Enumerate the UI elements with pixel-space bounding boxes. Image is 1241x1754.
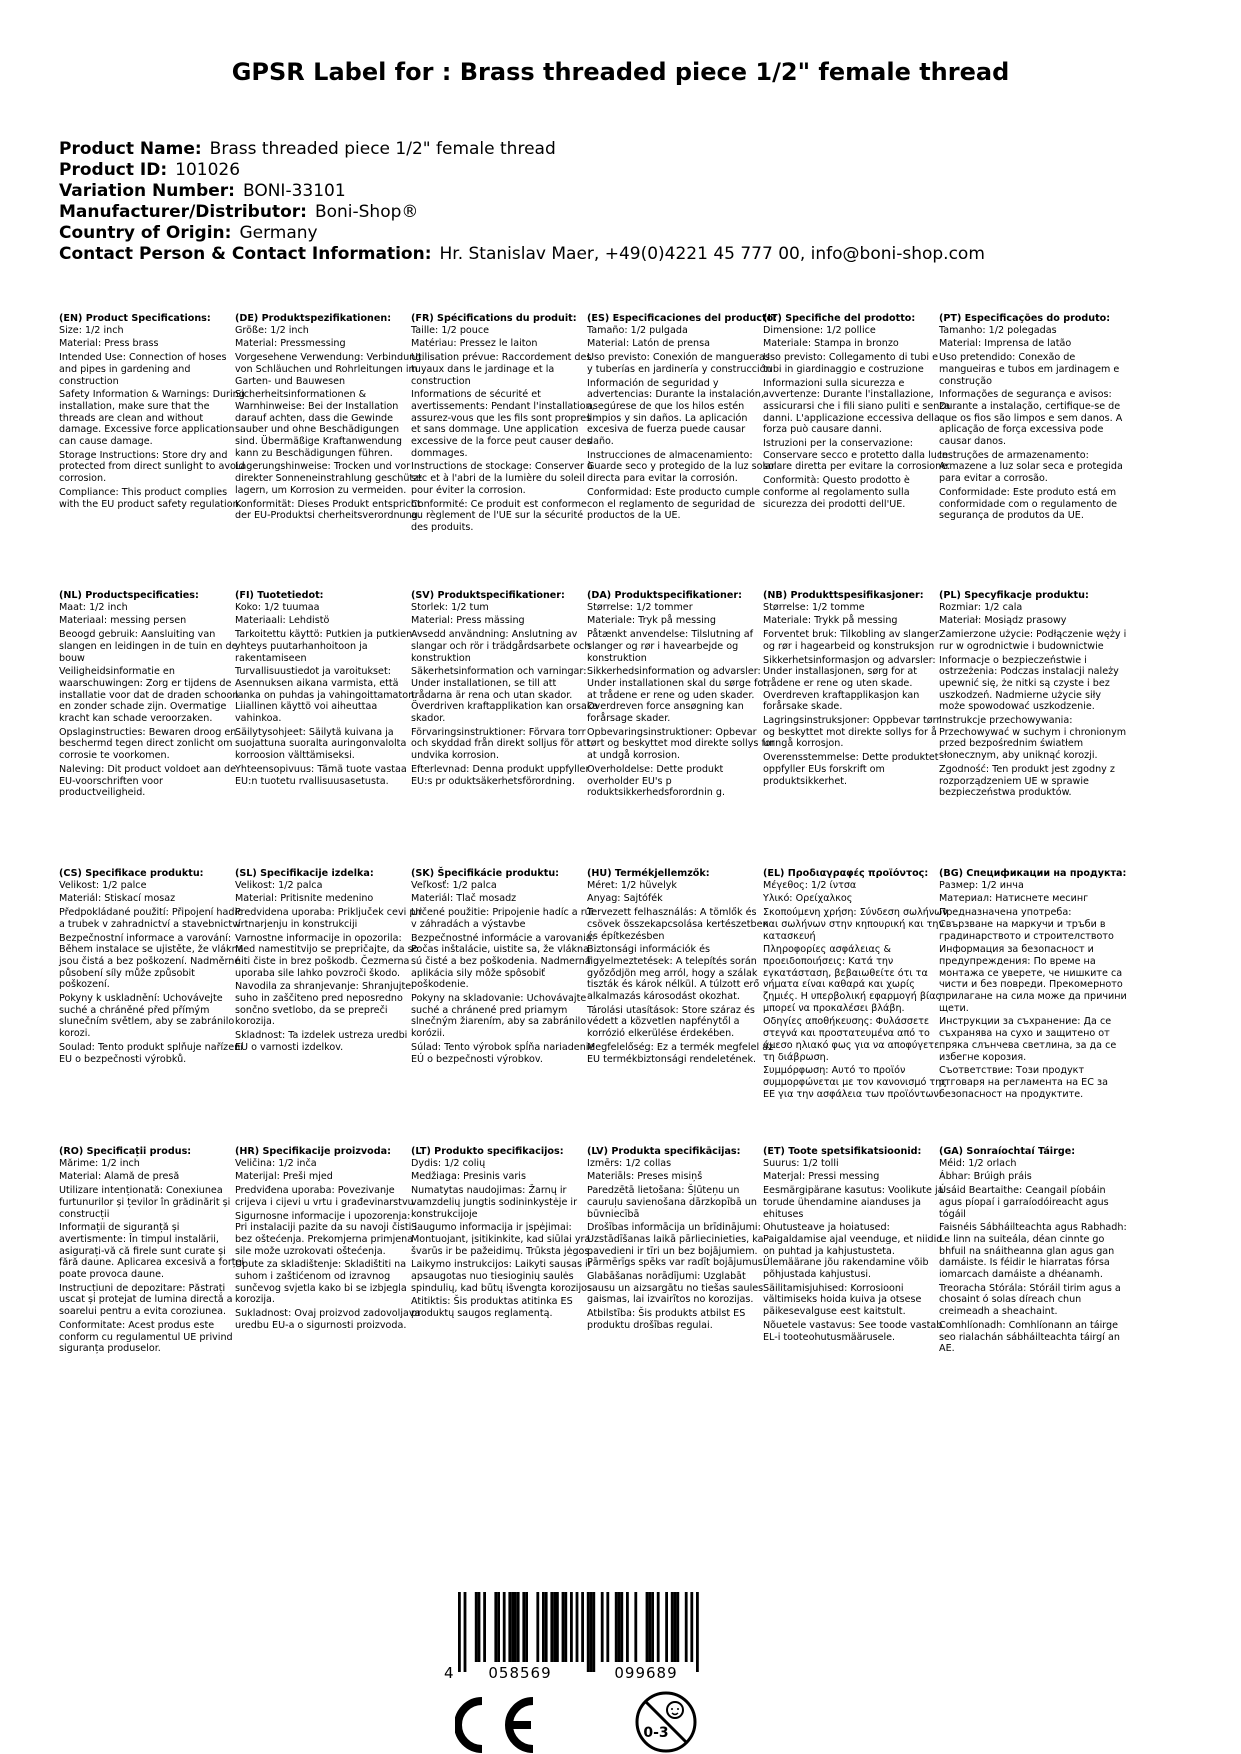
- spec-paragraph: Utilisation prévue: Raccordement des tuyaux dans le jardinage et la construction: [411, 352, 592, 387]
- spec-paragraph: Instrucciones de almacenamiento: Guarde seco y protegido de la luz solar directa para evitar la corrosión.: [587, 449, 775, 485]
- spec-paragraph: Veľkosť: 1/2 palca: [411, 879, 497, 891]
- spec-paragraph: Σκοπούμενη χρήση: Σύνδεση σωλήνων και σωλήνων στην κηπουρική και την κατασκευή: [763, 907, 948, 942]
- spec-block: [235, 868, 423, 1056]
- spec-paragraph: Faisnéis Sábháilteachta agus Rabhadh: Le linn na suiteála, déan cinnte go bhfuil na snáitheanna glan agus gan damáiste. Is féidir le hiarratas fórsa iomarcach damáiste a dhéanamh.: [939, 1222, 1127, 1281]
- barcode-bar: [615, 1592, 618, 1662]
- spec-paragraph: Eesmärgipärane kasutus: Voolikute ja torude ühendamine aianduses ja ehituses: [763, 1185, 944, 1220]
- spec-paragraph: Οδηγίες αποθήκευσης: Φυλάσσετε στεγνά και προστατευμένα από το άμεσο ηλιακό φως για να αποφύγετε τη διάβρωση.: [763, 1016, 940, 1063]
- spec-block: [235, 1146, 423, 1334]
- spec-paragraph: Información de seguridad y advertencias: Durante la instalación, asegúrese de que los hilos estén limpios y sin daños. La aplicación excesiva de fuerza puede causar daño.: [587, 377, 764, 448]
- spec-paragraph: Material: Latón de prensa: [587, 338, 710, 350]
- spec-paragraph: Avsedd användning: Anslutning av slangar och rör i trädgårdsarbete och konstruktion: [411, 629, 591, 664]
- spec-paragraph: Drošības informācija un brīdinājumi: Uzstādīšanas laikā pārliecinieties, ka pavedieni ir tīri un bez bojājumiem. Pārmērīgs spēks var radīt bojājumus.: [587, 1222, 766, 1269]
- barcode-bar: [665, 1592, 668, 1662]
- barcode-first-digit: 4: [444, 1664, 454, 1682]
- spec-paragraph: Sicherheitsinformationen & Warnhinweise: Bei der Installation darauf achten, dass die Gewinde sauber und ohne Beschädigungen sind. Übermäßige Kraftanwendung kann zu Beschädigungen führen.: [235, 389, 402, 459]
- spec-paragraph: Navodila za shranjevanje: Shranjujte suho in zaščiteno pred neposredno sončno svetlobo, da se prepreči korozija.: [235, 981, 412, 1028]
- spec-paragraph: Storlek: 1/2 tum: [411, 601, 489, 613]
- info-row: [59, 181, 985, 202]
- spec-paragraph: Dimensione: 1/2 pollice: [763, 324, 876, 336]
- spec-paragraph: Förvaringsinstruktioner: Förvara torr och skyddad från direkt solljus för att undvika korrosion.: [411, 726, 591, 762]
- spec-paragraph: Material: Press mässing: [411, 615, 525, 627]
- spec-heading: (NL) Productspecificaties:: [59, 590, 199, 601]
- spec-paragraph: Materiale: Tryk på messing: [587, 615, 716, 627]
- spec-paragraph: Material: Pritisnite medenino: [235, 893, 374, 905]
- spec-block: [939, 313, 1127, 524]
- spec-paragraph: Предназначена употреба: Свързване на маркучи и тръби в градинарството и строителството: [939, 907, 1114, 942]
- spec-paragraph: Určené použitie: Pripojenie hadíc a rúr v záhradách a výstavbe: [411, 907, 595, 930]
- spec-paragraph: Materiaali: Lehdistö: [235, 615, 330, 627]
- spec-paragraph: Material: Pressmessing: [235, 338, 346, 350]
- spec-paragraph: Informacje o bezpieczeństwie i ostrzeżenia: Podczas instalacji należy upewnić się, że nitki są czyste i bez uszkodzeń. Nadmierne użycie siły może spowodować uszkodzenie.: [939, 654, 1119, 713]
- info-value: 101026: [175, 160, 241, 180]
- spec-paragraph: Συμμόρφωση: Αυτό το προϊόν συμμορφώνεται με τον κανονισμό της ΕΕ για την ασφάλεια των προϊόντων.: [763, 1065, 947, 1100]
- barcode-bar: [674, 1592, 677, 1662]
- spec-paragraph: Tervezett felhasználás: A tömlők és csövek összekapcsolása kertészetben és építkezésben: [587, 907, 769, 942]
- spec-paragraph: Varnostne informacije in opozorila: Med namestitvijo se prepričajte, da so niti čiste in brez poškodb. Čezmerna uporaba sile lahko povzroči škodo.: [235, 932, 419, 979]
- spec-paragraph: Turvallisuustiedot ja varoitukset: Asennuksen aikana varmista, että lanka on puhdas ja vahingoittamaton. Liiallinen käyttö voi aiheuttaa vahinkoa.: [235, 666, 418, 725]
- spec-paragraph: Veličina: 1/2 inča: [235, 1157, 317, 1169]
- spec-paragraph: Informações de segurança e avisos: Durante a instalação, certifique-se de que os fios são limpos e sem danos. A aplicação de força excessiva pode causar danos.: [939, 389, 1123, 448]
- spec-block: [939, 590, 1127, 801]
- spec-paragraph: Utilizare intenționată: Conexiunea furtunurilor și țevilor în grădinărit și construcții: [59, 1185, 231, 1220]
- spec-heading: (NB) Produkttspesifikasjoner:: [763, 590, 924, 601]
- spec-block: [411, 868, 599, 1067]
- spec-paragraph: Materiál: Stiskací mosaz: [59, 893, 176, 905]
- spec-heading: (IT) Specifiche del prodotto:: [763, 313, 916, 324]
- info-value: Germany: [239, 223, 318, 243]
- barcode-bar: [514, 1592, 517, 1662]
- spec-paragraph: Sikkerhetsinformasjon og advarsler: Under installasjonen, sørg for at trådene er rene og uten skade. Overdreven kraftapplikasjon kan forårsake skade.: [763, 654, 936, 713]
- spec-paragraph: Påtænkt anvendelse: Tilslutning af slanger og rør i havearbejde og konstruktion: [587, 629, 753, 664]
- age-range-label: 0-3: [643, 1725, 669, 1741]
- spec-paragraph: Инструкции за съхранение: Да се съхранява на сухо и защитено от пряка слънчева светлина, за да се избегне корозия.: [939, 1016, 1117, 1063]
- spec-paragraph: Medžiaga: Presinis varis: [411, 1171, 526, 1183]
- barcode-bar: [536, 1592, 539, 1662]
- spec-paragraph: Informations de sécurité et avertissements: Pendant l'installation, assurez-vous que les fils sont propres et sans dommage. Une application excessive de la force peut causer des dommages.: [411, 389, 595, 459]
- barcode-bar: [522, 1592, 525, 1662]
- spec-paragraph: Opslaginstructies: Bewaren droog en beschermd tegen direct zonlicht om corrosie te voorkomen.: [59, 726, 237, 762]
- spec-paragraph: Materiale: Stampa in bronzo: [763, 338, 899, 350]
- ean-barcode: [440, 1588, 720, 1682]
- barcode-bar: [464, 1592, 467, 1672]
- spec-paragraph: Glabāšanas norādījumi: Uzglabāt sausu un aizsargātu no tiešas saules gaismas, lai izvairītos no korozijas.: [587, 1271, 764, 1306]
- spec-paragraph: Súlad: Tento výrobok spĺňa nariadenie EÚ o bezpečnosti výrobkov.: [411, 1041, 595, 1065]
- spec-heading: (DA) Produktspecifikationer:: [587, 590, 742, 601]
- spec-paragraph: Størrelse: 1/2 tommer: [587, 601, 693, 613]
- spec-heading: (EL) Προδιαγραφές προϊόντος:: [763, 868, 929, 879]
- info-label: Product Name:: [59, 139, 202, 159]
- info-row: [59, 160, 985, 181]
- spec-paragraph: Suurus: 1/2 tolli: [763, 1157, 839, 1169]
- spec-block: [587, 313, 778, 524]
- barcode-bar: [483, 1592, 486, 1662]
- spec-paragraph: Säkerhetsinformation och varningar: Under installationen, se till att trådarna är rena och utan skador. Överdriven kraftapplikation kan orsaka skador.: [411, 666, 599, 725]
- barcode-bar: [564, 1592, 567, 1662]
- spec-paragraph: Uso previsto: Conexión de mangueras y tuberías en jardinería y construcción: [587, 352, 772, 375]
- spec-paragraph: Materiaal: messing persen: [59, 615, 187, 627]
- barcode-bar: [475, 1592, 478, 1662]
- info-row: [59, 139, 985, 160]
- spec-paragraph: Информация за безопасност и предупреждения: По време на монтажа се уверете, че нишките са чисти и без повреди. Прекомерното прилагане на сила може да причини щети.: [939, 944, 1127, 1014]
- spec-heading: (ET) Toote spetsifikatsioonid:: [763, 1146, 922, 1157]
- spec-paragraph: Overensstemmelse: Dette produktet oppfyller EUs forskrift om produktsikkerhet.: [763, 752, 939, 787]
- spec-paragraph: Atbilstība: Šis produkts atbilst ES produktu drošības regulai.: [587, 1308, 746, 1331]
- spec-paragraph: Materijal: Preši mjed: [235, 1171, 333, 1183]
- spec-paragraph: Laikymo instrukcijos: Laikyti sausas ir apsaugotas nuo tiesioginių saulės spindulių, kad būtų išvengta korozijos.: [411, 1259, 596, 1294]
- spec-paragraph: Mărime: 1/2 inch: [59, 1157, 140, 1169]
- spec-paragraph: Méid: 1/2 orlach: [939, 1157, 1017, 1169]
- spec-paragraph: Størrelse: 1/2 tomme: [763, 601, 865, 613]
- spec-block: [59, 313, 247, 512]
- spec-paragraph: Skladnost: Ta izdelek ustreza uredbi EU o varnosti izdelkov.: [235, 1030, 408, 1053]
- page-title: GPSR Label for : Brass threaded piece 1/2" female thread: [231, 58, 1010, 86]
- spec-paragraph: Konformität: Dieses Produkt entspricht der EU-Produktsi cherheitsverordnung.: [235, 498, 421, 522]
- barcode-bar: [690, 1592, 693, 1662]
- spec-paragraph: Megfelelőség: Ez a termék megfelel az EU termékbiztonsági rendeletének.: [587, 1041, 774, 1065]
- info-row: [59, 244, 985, 265]
- spec-paragraph: Uso pretendido: Conexão de mangueiras e tubos em jardinagem e construção: [939, 352, 1120, 387]
- spec-paragraph: Efterlevnad: Denna produkt uppfyller EU:s pr oduktsäkerhetsförordning.: [411, 763, 590, 787]
- spec-paragraph: Uso previsto: Collegamento di tubi e tubi in giardinaggio e costruzione: [763, 352, 939, 375]
- spec-heading: (PL) Specyfikacje produktu:: [939, 590, 1089, 601]
- barcode-bar: [590, 1592, 593, 1672]
- barcode-right-digits: 099689: [614, 1664, 678, 1682]
- barcode-bar: [646, 1592, 649, 1662]
- spec-heading: (CS) Specifikace produktu:: [59, 868, 204, 879]
- spec-paragraph: Storage Instructions: Store dry and protected from direct sunlight to avoid corrosion.: [59, 449, 245, 485]
- spec-paragraph: Beoogd gebruik: Aansluiting van slangen en leidingen in de tuin en de bouw: [59, 629, 238, 664]
- barcode-bar: [592, 1592, 595, 1672]
- spec-paragraph: Μέγεθος: 1/2 ίντσα: [763, 879, 857, 891]
- spec-paragraph: Anyag: Sajtófék: [587, 893, 663, 905]
- barcode-bar: [606, 1592, 609, 1662]
- barcode-bar: [494, 1592, 497, 1662]
- barcode-bar: [562, 1592, 565, 1662]
- barcode-bar: [570, 1592, 573, 1662]
- spec-paragraph: Forventet bruk: Tilkobling av slanger og rør i hagearbeid og konstruksjon: [763, 629, 939, 652]
- spec-paragraph: Atitiktis: Šis produktas atitinka ES produktų saugos reglamentą.: [411, 1296, 573, 1320]
- spec-block: [587, 1146, 775, 1334]
- spec-paragraph: Upute za skladištenje: Skladištiti na suhom i zaštićenom od izravnog sunčevog svjetla kako bi se izbjegla korozija.: [235, 1259, 407, 1306]
- barcode-left-digits: 058569: [488, 1664, 552, 1682]
- barcode-bar: [517, 1592, 520, 1662]
- spec-block: [763, 868, 951, 1102]
- spec-paragraph: Informații de siguranță și avertismente: În timpul instalării, asigurați-vă că firele sunt curate și fără daune. Aplicarea excesivă a forței poate provoca daune.: [59, 1222, 245, 1281]
- spec-paragraph: Úsáid Beartaithe: Ceangail píobáin agus píopaí i garraíodóireacht agus tógáil: [939, 1185, 1109, 1220]
- barcode-bar: [671, 1592, 674, 1662]
- spec-paragraph: Naleving: Dit product voldoet aan de EU-voorschriften voor productveiligheid.: [59, 763, 236, 799]
- barcode-bar: [553, 1592, 556, 1662]
- spec-paragraph: Paredzētā lietošana: Šļūteņu un cauruļu savienošana dārzkopībā un būvniecībā: [587, 1185, 757, 1220]
- barcode-bar: [458, 1592, 461, 1672]
- spec-block: [587, 868, 775, 1067]
- spec-paragraph: Saugumo informacija ir įspėjimai: Montuojant, įsitikinkite, kad siūlai yra švarūs ir be pažeidimų. Trūksta jėgos.: [411, 1222, 593, 1257]
- info-row: [59, 202, 985, 223]
- spec-paragraph: Istruzioni per la conservazione: Conservare secco e protetto dalla luce solare diretta per evitare la corrosione.: [763, 438, 951, 473]
- spec-paragraph: Opbevaringsinstruktioner: Opbevar tørt og beskyttet mod direkte sollys for at undgå korrosion.: [587, 726, 775, 762]
- spec-paragraph: Pokyny k uskladnění: Uchovávejte suché a chráněné před přímým slunečním světlem, aby se zabránilo korozi.: [59, 993, 235, 1040]
- spec-paragraph: Lagringsinstruksjoner: Oppbevar tørr og beskyttet mot direkte sollys for å unngå korrosjon.: [763, 715, 941, 750]
- barcode-bar: [550, 1592, 553, 1662]
- barcode-bar: [511, 1592, 514, 1662]
- spec-paragraph: Materiale: Trykk på messing: [763, 615, 898, 627]
- spec-block: [939, 1146, 1127, 1357]
- barcode-bar: [601, 1592, 604, 1662]
- spec-heading: (EN) Product Specifications:: [59, 313, 211, 324]
- info-value: Hr. Stanislav Maer, +49(0)4221 45 777 00, info@boni-shop.com: [439, 244, 985, 264]
- spec-paragraph: Dydis: 1/2 colių: [411, 1157, 486, 1169]
- spec-paragraph: Intended Use: Connection of hoses and pipes in gardening and construction: [59, 352, 227, 387]
- spec-paragraph: Zgodność: Ten produkt jest zgodny z rozporządzeniem UE w sprawie bezpieczeństwa produktów.: [939, 763, 1115, 799]
- barcode-bar: [503, 1592, 506, 1662]
- barcode-bar: [657, 1592, 660, 1662]
- spec-heading: (HU) Termékjellemzők:: [587, 868, 710, 879]
- spec-paragraph: Biztonsági információk és figyelmeztetések: A telepítés során győződjön meg arról, hogy a szálak tiszták és károk nélkül. A túlzott erő alkalmazás károsodást okozhat.: [587, 944, 760, 1003]
- barcode-bar: [478, 1592, 481, 1662]
- spec-paragraph: Materiál: Tlač mosadz: [411, 893, 517, 905]
- spec-paragraph: Tamanho: 1/2 polegadas: [939, 324, 1057, 336]
- spec-paragraph: Conformità: Questo prodotto è conforme al regolamento sulla sicurezza dei prodotti dell'UE.: [763, 475, 910, 510]
- spec-paragraph: Taille: 1/2 pouce: [411, 324, 490, 336]
- spec-paragraph: Bezpečnostné informácie a varovania: Počas inštalácie, uistite sa, že vlákna sú čisté a bez poškodenia. Nadmerná aplikácia sily môže spôsobiť poškodenie.: [411, 932, 595, 991]
- barcode-bar: [626, 1592, 629, 1662]
- spec-paragraph: Instrukcje przechowywania: Przechowywać w suchym i chronionym przed bezpośrednim światłem słonecznym, aby uniknąć korozji.: [939, 715, 1127, 762]
- spec-paragraph: Informazioni sulla sicurezza e avvertenze: Durante l'installazione, assicurarsi che i fili siano puliti e senza danni. L'applicazione eccessiva della forza può causare danni.: [763, 377, 951, 436]
- spec-block: [411, 1146, 599, 1322]
- barcode-bar: [556, 1592, 559, 1662]
- barcode-bar: [696, 1592, 699, 1672]
- spec-block: [411, 313, 599, 536]
- spec-paragraph: Comhlíonadh: Comhlíonann an táirge seo rialachán sábháilteachta táirgí an AE.: [939, 1319, 1120, 1355]
- spec-paragraph: Vorgesehene Verwendung: Verbindung von Schläuchen und Rohrleitungen im Garten- und Bauwesen: [235, 352, 422, 387]
- spec-block: [587, 590, 775, 801]
- barcode-bar: [634, 1592, 637, 1662]
- spec-block: [235, 313, 423, 524]
- info-label: Country of Origin:: [59, 223, 232, 243]
- ce-mark-icon: [455, 1697, 541, 1753]
- spec-paragraph: Overholdelse: Dette produkt overholder EU's p roduktsikkerhedsforordnin g.: [587, 763, 726, 799]
- spec-block: [235, 590, 423, 789]
- spec-heading: (FR) Spécifications du produit:: [411, 313, 577, 324]
- spec-paragraph: Materiāls: Preses misiņš: [587, 1171, 703, 1183]
- spec-paragraph: Numatytas naudojimas: Žarnų ir vamzdelių jungtis sodininkystėje ir konstrukcijoje: [411, 1185, 578, 1220]
- spec-block: [763, 1146, 951, 1345]
- barcode-bar: [497, 1592, 500, 1662]
- barcode-bar: [508, 1592, 511, 1662]
- spec-paragraph: Conformidade: Este produto está em conformidade com o regulamento de segurança de produtos da UE.: [939, 486, 1118, 522]
- barcode-bar: [651, 1592, 654, 1662]
- spec-paragraph: Velikost: 1/2 palca: [235, 879, 323, 891]
- info-value: Boni-Shop®: [314, 202, 419, 222]
- spec-paragraph: Съответствие: Този продукт отговаря на регламента на ЕС за безопасност на продуктите.: [939, 1065, 1108, 1100]
- spec-paragraph: Nõuetele vastavus: See toode vastab EL-i tooteohutusmäärusele.: [763, 1319, 943, 1343]
- spec-paragraph: Conformitate: Acest produs este conform cu regulamentul UE privind siguranța produselor.: [59, 1319, 233, 1355]
- spec-paragraph: Size: 1/2 inch: [59, 324, 124, 336]
- spec-paragraph: Veiligheidsinformatie en waarschuwingen: Zorg er tijdens de installatie voor dat de draden schoon en zonder schade zijn. Overmatige kracht kan schade veroorzaken.: [59, 666, 239, 725]
- info-label: Variation Number:: [59, 181, 235, 201]
- spec-paragraph: Méret: 1/2 hüvelyk: [587, 879, 677, 891]
- spec-heading: (GA) Sonraíochtaí Táirge:: [939, 1146, 1076, 1157]
- spec-paragraph: Material: Alamă de presă: [59, 1171, 180, 1183]
- info-value: Brass threaded piece 1/2" female thread: [209, 139, 556, 159]
- barcode-bar: [587, 1592, 590, 1672]
- info-label: Contact Person & Contact Information:: [59, 244, 432, 264]
- spec-paragraph: Tamaño: 1/2 pulgada: [587, 324, 688, 336]
- spec-paragraph: Treoracha Stórála: Stóráil tirim agus a chosaint ó solas díreach chun creimeadh a sheachaint.: [939, 1282, 1121, 1318]
- spec-heading: (BG) Спецификации на продукта:: [939, 868, 1127, 879]
- spec-heading: (SL) Specifikacije izdelka:: [235, 868, 374, 879]
- spec-paragraph: Säilitamisjuhised: Korrosiooni vältimiseks hoida kuiva ja otsese päikesevalguse eest kaitstult.: [763, 1282, 922, 1318]
- spec-paragraph: Maat: 1/2 inch: [59, 601, 128, 613]
- spec-paragraph: Izmērs: 1/2 collas: [587, 1157, 672, 1169]
- info-label: Product ID:: [59, 160, 168, 180]
- spec-paragraph: Materjal: Pressi messing: [763, 1171, 880, 1183]
- spec-heading: (DE) Produktspezifikationen:: [235, 313, 392, 324]
- spec-paragraph: Размер: 1/2 инча: [939, 879, 1024, 891]
- spec-paragraph: Sikkerhedsinformation og advarsler: Under installationen skal du sørge for, at trådene er rene og uden skader. Overdreven force ansøgning kan forårsage skader.: [587, 666, 771, 725]
- barcode-bar: [542, 1592, 545, 1662]
- spec-heading: (PT) Especificações do produto:: [939, 313, 1111, 324]
- spec-paragraph: Instruções de armazenamento: Armazene a luz solar seca e protegida para evitar a corrosão.: [939, 449, 1123, 485]
- barcode-bar: [620, 1592, 623, 1662]
- spec-paragraph: Tárolási utasítások: Store száraz és védett a közvetlen napfénytől a korrózió elkerülése érdekében.: [587, 1004, 755, 1040]
- spec-paragraph: Conformité: Ce produit est conforme au règlement de l'UE sur la sécurité des produits.: [411, 498, 587, 533]
- barcode-bar: [648, 1592, 651, 1662]
- spec-paragraph: Soulad: Tento produkt splňuje nařízení EU o bezpečnosti výrobků.: [59, 1041, 243, 1065]
- info-value: BONI-33101: [242, 181, 346, 201]
- spec-paragraph: Velikost: 1/2 palce: [59, 879, 147, 891]
- spec-block: [59, 590, 247, 801]
- spec-paragraph: Material: Press brass: [59, 338, 159, 350]
- barcode-bar: [618, 1592, 621, 1662]
- barcode-bar: [676, 1592, 679, 1662]
- spec-paragraph: Bezpečnostní informace a varování: Během instalace se ujistěte, že vlákna jsou čistá a bez poškození. Nadměrné působení síly může způsobit poškození.: [59, 932, 244, 991]
- spec-paragraph: Pokyny na skladovanie: Uchovávajte suché a chránené pred priamym slnečným žiarením, aby sa zabránilo korózii.: [411, 993, 587, 1040]
- spec-paragraph: Sigurnosne informacije i upozorenja: Pri instalaciji pazite da su navoji čisti i bez oštećenja. Prekomjerna primjena sile može uzrokovati oštećenja.: [235, 1210, 418, 1257]
- spec-paragraph: Predvidena uporaba: Priključek cevi pri vrtnarjenju in konstrukciji: [235, 907, 423, 930]
- spec-block: [59, 868, 247, 1067]
- spec-paragraph: Υλικό: Ορείχαλκος: [763, 893, 853, 905]
- spec-paragraph: Säilytysohjeet: Säilytä kuivana ja suojattuna suoralta auringonvalolta korroosion välttämiseksi.: [235, 726, 407, 762]
- spec-paragraph: Safety Information & Warnings: During installation, make sure that the threads are clean and without damage. Excessive force application can cause damage.: [59, 389, 245, 448]
- spec-paragraph: Sukladnost: Ovaj proizvod zadovoljava uredbu EU-a o sigurnosti proizvoda.: [235, 1308, 421, 1331]
- spec-block: [411, 590, 599, 789]
- spec-paragraph: Ohutusteave ja hoiatused: Paigaldamise ajal veenduge, et niidid on puhtad ja kahjustusteta. Ülemäärane jõu rakendamine võib põhjustada kahjustusi.: [763, 1222, 943, 1281]
- spec-heading: (RO) Specificații produs:: [59, 1146, 192, 1157]
- spec-paragraph: Předpokládané použití: Připojení hadic a trubek v zahradnictví a stavebnictví: [59, 907, 243, 930]
- not-for-children-0-3-icon: [631, 1690, 701, 1754]
- spec-block: [59, 1146, 247, 1357]
- spec-paragraph: Materiał: Mosiądz prasowy: [939, 615, 1067, 627]
- spec-paragraph: Rozmiar: 1/2 cala: [939, 601, 1023, 613]
- barcode-bar: [581, 1592, 584, 1662]
- barcode-bar: [576, 1592, 579, 1662]
- spec-heading: (SK) Špecifikácie produktu:: [411, 868, 560, 879]
- spec-paragraph: Ábhar: Brúigh práis: [939, 1171, 1032, 1183]
- spec-block: [939, 868, 1127, 1102]
- spec-paragraph: Instrucțiuni de depozitare: Păstrați uscat și protejat de lumina directă a soarelui pentru a evita coroziunea.: [59, 1282, 233, 1318]
- spec-heading: (HR) Specifikacije proizvoda:: [235, 1146, 391, 1157]
- spec-paragraph: Instructions de stockage: Conserver à sec et à l'abri de la lumière du soleil pour éviter la corrosion.: [411, 461, 593, 496]
- spec-heading: (ES) Especificaciones del producto:: [587, 313, 778, 324]
- spec-paragraph: Größe: 1/2 inch: [235, 324, 309, 336]
- spec-paragraph: Predviđena uporaba: Povezivanje crijeva i cijevi u vrtu i građevinarstvu: [235, 1185, 414, 1208]
- spec-paragraph: Материал: Натиснете месинг: [939, 893, 1089, 905]
- barcode-bar: [545, 1592, 548, 1662]
- barcode-bar: [685, 1592, 688, 1662]
- info-row: [59, 223, 985, 244]
- spec-paragraph: Koko: 1/2 tuumaa: [235, 601, 320, 613]
- spec-paragraph: Πληροφορίες ασφάλειας & προειδοποιήσεις: Κατά την εγκατάσταση, βεβαιωθείτε ότι τα νήματα είναι καθαρά και χωρίς ζημιές. Η υπερβολική εφαρμογή βίας μπορεί να προκαλέσει βλάβη.: [763, 944, 942, 1014]
- spec-block: [763, 590, 951, 789]
- spec-heading: (LV) Produkta specifikācijas:: [587, 1146, 741, 1157]
- spec-heading: (SV) Produktspecifikationer:: [411, 590, 565, 601]
- spec-paragraph: Compliance: This product complies with the EU product safety regulation.: [59, 486, 242, 510]
- product-info: [59, 139, 985, 265]
- spec-paragraph: Tarkoitettu käyttö: Putkien ja putkien yhteys puutarhanhoitoon ja rakentamiseen: [235, 629, 413, 664]
- spec-paragraph: Zamierzone użycie: Podłączenie węży i rur w ogrodnictwie i budownictwie: [939, 629, 1127, 652]
- info-label: Manufacturer/Distributor:: [59, 202, 307, 222]
- spec-paragraph: Conformidad: Este producto cumple con el reglamento de seguridad de productos de la UE.: [587, 486, 760, 522]
- spec-block: [763, 313, 951, 512]
- spec-paragraph: Yhteensopivuus: Tämä tuote vastaa EU:n tuotetu rvallisuusasetusta.: [235, 763, 407, 787]
- spec-paragraph: Matériau: Pressez le laiton: [411, 338, 538, 350]
- spec-heading: (LT) Produkto specifikacijos:: [411, 1146, 564, 1157]
- barcode-bar: [525, 1592, 528, 1662]
- spec-paragraph: Material: Imprensa de latão: [939, 338, 1072, 350]
- spec-paragraph: Lagerungshinweise: Trocken und vor direkter Sonneneinstrahlung geschützt lagern, um Korrosion zu vermeiden.: [235, 461, 422, 496]
- spec-heading: (FI) Tuotetiedot:: [235, 590, 324, 601]
